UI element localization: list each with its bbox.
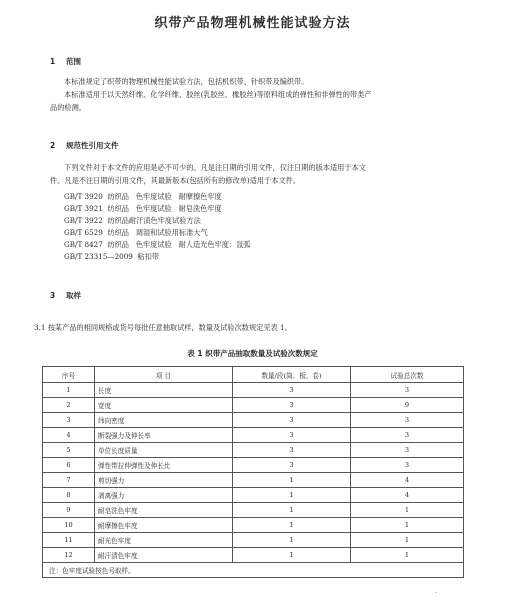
table-row: 4 断裂强力及伸长率 3 3 <box>43 428 464 443</box>
table-header-row <box>43 367 464 383</box>
scope-paragraph-1: 本标准规定了织带的物理机械性能试验方法，包括机织带、针织带及编织带。 <box>64 77 309 86</box>
ref-item: GB/T 3922 纺织品耐汗渍色牢度试验方法 <box>64 216 201 225</box>
page-mark: · <box>435 590 437 597</box>
table-row: 7 剪切强力 1 4 <box>43 473 464 488</box>
column-header-item: 项 目 <box>95 367 233 383</box>
table-caption: 表 1 织带产品抽取数量及试验次数规定 <box>187 349 318 358</box>
refs-paragraph-1b: 件。凡是不注日期的引用文件，其最新版本(包括所有的修改单)适用于本文件。 <box>50 176 300 185</box>
page-title: 织带产品物理机械性能试验方法 <box>154 16 351 31</box>
table-row: 2 宽度 3 9 <box>43 398 464 413</box>
ref-item: GB/T 3921 纺织品 色牢度试验 耐皂洗色牢度 <box>64 204 222 213</box>
ref-item: GB/T 23315—2009 粘扣带 <box>64 252 159 261</box>
sampling-clause: 3.1 按某产品的相同规格或货号每批任意抽取试样，数量及试验次数规定见表 1。 <box>34 323 292 332</box>
refs-paragraph-1a: 下列文件对于本文件的应用是必不可少的。凡是注日期的引用文件，仅注日期的版本适用于本文 <box>64 163 366 172</box>
column-header-tests: 试验总次数 <box>351 367 464 383</box>
ref-item: GB/T 8427 纺织品 色牢度试验 耐人造光色牢度：氙弧 <box>64 240 251 249</box>
table-row: 11 耐光色牢度 1 1 <box>43 533 464 548</box>
table-row: 8 剥离强力 1 4 <box>43 488 464 503</box>
column-header-no: 序号 <box>43 367 95 383</box>
table-row: 9 耐皂洗色牢度 1 1 <box>43 503 464 518</box>
table-note-row <box>43 563 464 578</box>
table-row: 3 纬向密度 3 3 <box>43 413 464 428</box>
table-row: 10 耐摩擦色牢度 1 1 <box>43 518 464 533</box>
column-header-quantity: 数量/段(筒、板、卷) <box>233 367 351 383</box>
table-row: 12 耐汗渍色牢度 1 1 <box>43 548 464 563</box>
table-row: 5 单位长度质量 3 3 <box>43 443 464 458</box>
ref-item: GB/T 3920 纺织品 色牢度试验 耐摩擦色牢度 <box>64 192 222 201</box>
table-row: 1 长度 3 3 <box>43 383 464 398</box>
scope-paragraph-2b: 品的检测。 <box>50 103 86 112</box>
table-note: 注：色牢度试验按色号取样。 <box>43 563 464 578</box>
sampling-table <box>42 366 464 578</box>
section-heading-scope: 1 范围 <box>50 57 81 66</box>
table-row: 6 弹性带拉伸弹性及伸长比 3 3 <box>43 458 464 473</box>
ref-item: GB/T 6529 纺织品 调湿和试验用标准大气 <box>64 228 208 237</box>
scope-paragraph-2a: 本标准适用于以天然纤维、化学纤维、胶丝(乳胶丝、橡胶丝)等原料组成的弹性和非弹性的带类产 <box>64 90 372 99</box>
section-heading-references: 2 规范性引用文件 <box>50 141 119 150</box>
section-heading-sampling: 3 取样 <box>50 291 81 300</box>
